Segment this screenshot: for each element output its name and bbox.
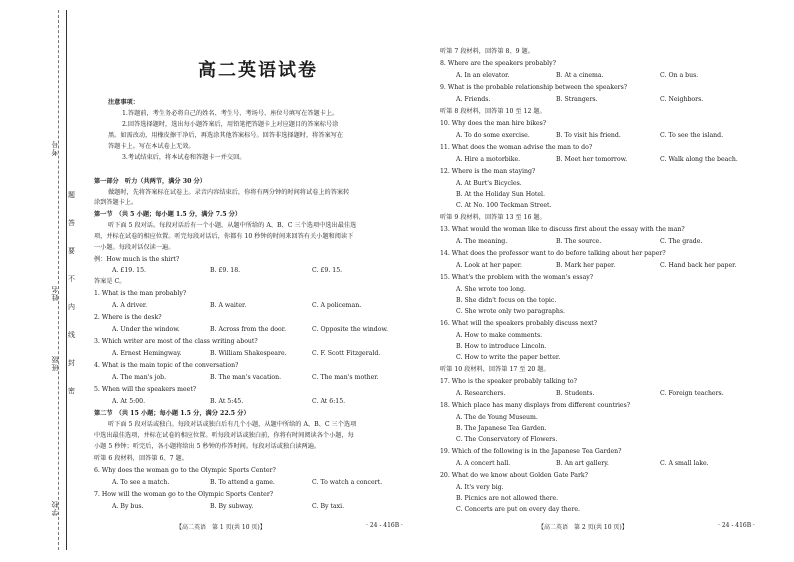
option-a: A. She wrote too long. [456,286,526,293]
option-c: C. Walk along the beach. [660,156,738,163]
section1-intro: 项，并标在试卷的相应位置。听完每段对话后，你都有 10 秒钟的时间来回答有关小题和阅读下 [94,233,354,240]
question: 15. What's the problem with the woman's essay? [440,274,594,281]
option-a: A. Look at her paper. [456,262,522,269]
option-c: C. Hand back her paper. [660,262,737,269]
seal-char: 答 [68,219,75,227]
material-label: 听第 6 段材料，回答第 6、7 题。 [94,455,188,462]
option-c: C. How to write the paper better. [456,354,561,361]
option-b: B. The man's vacation. [210,374,282,381]
option-b: B. How to introduce Lincoln. [456,343,547,350]
binding-strip [0,0,78,562]
option-a: A. A concert hall. [456,460,511,467]
example-option: B. £9. 18. [210,267,241,274]
material-label: 听第 7 段材料，回答第 8、9 题。 [440,48,534,55]
option-a: A. The meaning. [456,238,508,245]
option-a: A. Hire a motorbike. [456,156,521,163]
seal-char: 线 [68,331,75,339]
section1-intro: 一小题。每段对话仅读一遍。 [94,244,175,251]
question: 13. What would the woman like to discuss first about the essay with the man? [440,226,685,233]
material-label: 听第 9 段材料，回答第 13 至 16 题。 [440,214,546,221]
option-c: C. On a bus. [660,72,699,79]
page-footer: 【高二英语 第 1 页(共 10 页)】 [176,524,266,531]
option-c: C. The man's mother. [312,374,379,381]
section2-intro: 小题 5 秒钟；听完后，各小题将给出 5 秒钟的作答时间。每段对话或独白读两遍。 [94,443,321,450]
binding-line [66,10,67,550]
section2-intro: 中选出最佳选项，并标在试卷的相应位置。听每段对话或独白前，你将有时间阅读各个小题，每 [94,432,354,439]
section1-intro: 听下面 5 段对话。每段对话后有一个小题，从题中所给的 A、B、C 三个选项中选出最佳选 [108,222,357,229]
question: 16. What will the speakers probably discuss next? [440,320,598,327]
option-c: C. To watch a concert. [312,479,383,486]
option-a: A. To do some exercise. [456,132,530,139]
option-c: C. By taxi. [312,503,345,510]
question: 5. When will the speakers meet? [94,386,197,393]
option-a: A. At Burt's Bicycles. [456,180,522,187]
example-answer: 答案是 C。 [94,278,126,285]
question: 2. Where is the desk? [94,314,162,321]
page-code: · 24 - 416B · [718,522,755,529]
option-b: B. By subway. [210,503,254,510]
page-footer: 【高二英语 第 2 页(共 10 页)】 [538,524,628,531]
binding-dashed-line [58,10,59,550]
option-b: B. A waiter. [210,302,247,309]
material-label: 听第 10 段材料，回答第 17 至 20 题。 [440,366,550,373]
seal-char: 封 [68,359,75,367]
example-option: A. £19. 15. [112,267,146,274]
question: 19. Which of the following is in the Japanese Tea Garden? [440,448,622,455]
part1-intro: 涂到答题卡上。 [94,199,138,206]
option-b: B. Strangers. [556,96,598,103]
option-a: A. At 5:00. [112,398,146,405]
seal-char: 题 [68,191,75,199]
option-c: C. To see the island. [660,132,724,139]
option-b: B. The source. [556,238,602,245]
notice-item: 2.回答选择题时，选出每小题答案后，用铅笔把答题卡上对应题目的答案标号涂 [122,121,339,128]
question: 17. Who is the speaker probably talking to? [440,378,577,385]
option-c: C. A policeman. [312,302,362,309]
question: 1. What is the man probably? [94,290,187,297]
section1-heading: 第一节 （共 5 小题；每小题 1.5 分，满分 7.5 分） [94,211,242,218]
option-b: B. At 5:45. [210,398,244,405]
seal-char: 要 [68,247,75,255]
option-a: A. To see a match. [112,479,170,486]
option-b: B. Picnics are not allowed there. [456,495,559,502]
seal-char: 内 [68,303,75,311]
class-label: 班级 [51,355,59,371]
name-label: 姓名 [51,285,59,301]
option-c: C. At No. 100 Teckman Street. [456,202,552,209]
seal-char: 不 [68,275,75,283]
option-b: B. To visit his friend. [556,132,621,139]
exam-no-label: 考号 [51,140,59,156]
notice-item: 3.考试结束后，将本试卷和答题卡一并交回。 [122,154,246,161]
option-c: C. Concerts are put on every day there. [456,506,581,513]
part1-heading: 第一部分 听力（共两节，满分 30 分） [94,178,206,185]
question: 14. What does the professor want to do before talking about her paper? [440,250,666,257]
option-a: A. Under the window. [112,326,180,333]
option-b: B. Mark her paper. [556,262,616,269]
option-b: B. At the Holiday Sun Hotel. [456,191,545,198]
option-c: C. Foreign teachers. [660,390,724,397]
option-a: A. A driver. [112,302,148,309]
notice-heading: 注意事项： [108,99,139,106]
option-a: A. The man's job. [112,374,167,381]
option-b: B. Across from the door. [210,326,286,333]
option-c: C. Opposite the window. [312,326,389,333]
question: 12. Where is the man staying? [440,168,536,175]
option-a: A. It's very big. [456,484,504,491]
option-a: A. Ernest Hemingway. [112,350,182,357]
question: 8. Where are the speakers probably? [440,60,556,67]
option-c: C. She wrote only two paragraphs. [456,308,566,315]
option-c: C. The Conservatory of Flowers. [456,436,558,443]
section2-heading: 第二节 （共 15 小题；每小题 1.5 分，满分 22.5 分） [94,410,250,417]
option-b: B. William Shakespeare. [210,350,287,357]
option-a: A. In an elevator. [456,72,510,79]
option-b: B. She didn't focus on the topic. [456,297,557,304]
option-c: C. At 6:15. [312,398,346,405]
option-a: A. Researchers. [456,390,506,397]
option-b: B. An art gallery. [556,460,609,467]
section2-intro: 听下面 5 段对话或独白。每段对话或独白后有几个小题，从题中所给的 A、B、C 三个选项 [108,421,357,428]
page-title: 高二英语试卷 [198,60,318,81]
question: 18. Which place has many displays from different countries? [440,402,631,409]
example-question: 例：How much is the shirt? [94,256,180,263]
option-b: B. At a cinema. [556,72,604,79]
question: 6. Why does the woman go to the Olympic Sports Center? [94,467,276,474]
notice-item: 1.答题前，考生务必将自己的姓名、考生号、考场号、座位号填写在答题卡上。 [122,110,339,117]
option-b: B. Students. [556,390,595,397]
option-a: A. The de Young Museum. [456,414,538,421]
notice-item: 答题卡上。写在本试卷上无效。 [108,143,195,150]
notice-item: 黑。如需改动，用橡皮擦干净后，再选涂其他答案标号。回答非选择题时，将答案写在 [108,132,344,139]
question: 7. How will the woman go to the Olympic Sports Center? [94,491,274,498]
option-a: A. Friends. [456,96,491,103]
question: 9. What is the probable relationship between the speakers? [440,84,628,91]
school-label: 学校 [51,500,59,516]
option-a: A. By bus. [112,503,144,510]
seal-char: 密 [68,387,75,395]
question: 11. What does the woman advise the man to do? [440,144,593,151]
option-b: B. The Japanese Tea Garden. [456,425,547,432]
option-c: C. Neighbors. [660,96,704,103]
page-code: · 24 - 416B · [366,522,403,529]
material-label: 听第 8 段材料，回答第 10 至 12 题。 [440,108,546,115]
question: 10. Why does the man hire bikes? [440,120,547,127]
option-a: A. How to make comments. [456,332,543,339]
part1-intro: 做题时，先将答案标在试卷上。录音内容结束后，你将有两分钟的时间将试卷上的答案转 [108,189,350,196]
question: 4. What is the main topic of the conversation? [94,362,239,369]
option-c: C. F. Scott Fitzgerald. [312,350,381,357]
option-b: B. Meet her tomorrow. [556,156,628,163]
example-option: C. £9. 15. [312,267,343,274]
option-c: C. The grade. [660,238,703,245]
question: 3. Which writer are most of the class writing about? [94,338,258,345]
option-b: B. To attend a game. [210,479,275,486]
option-c: C. A small lake. [660,460,709,467]
question: 20. What do we know about Golden Gate Park? [440,472,588,479]
